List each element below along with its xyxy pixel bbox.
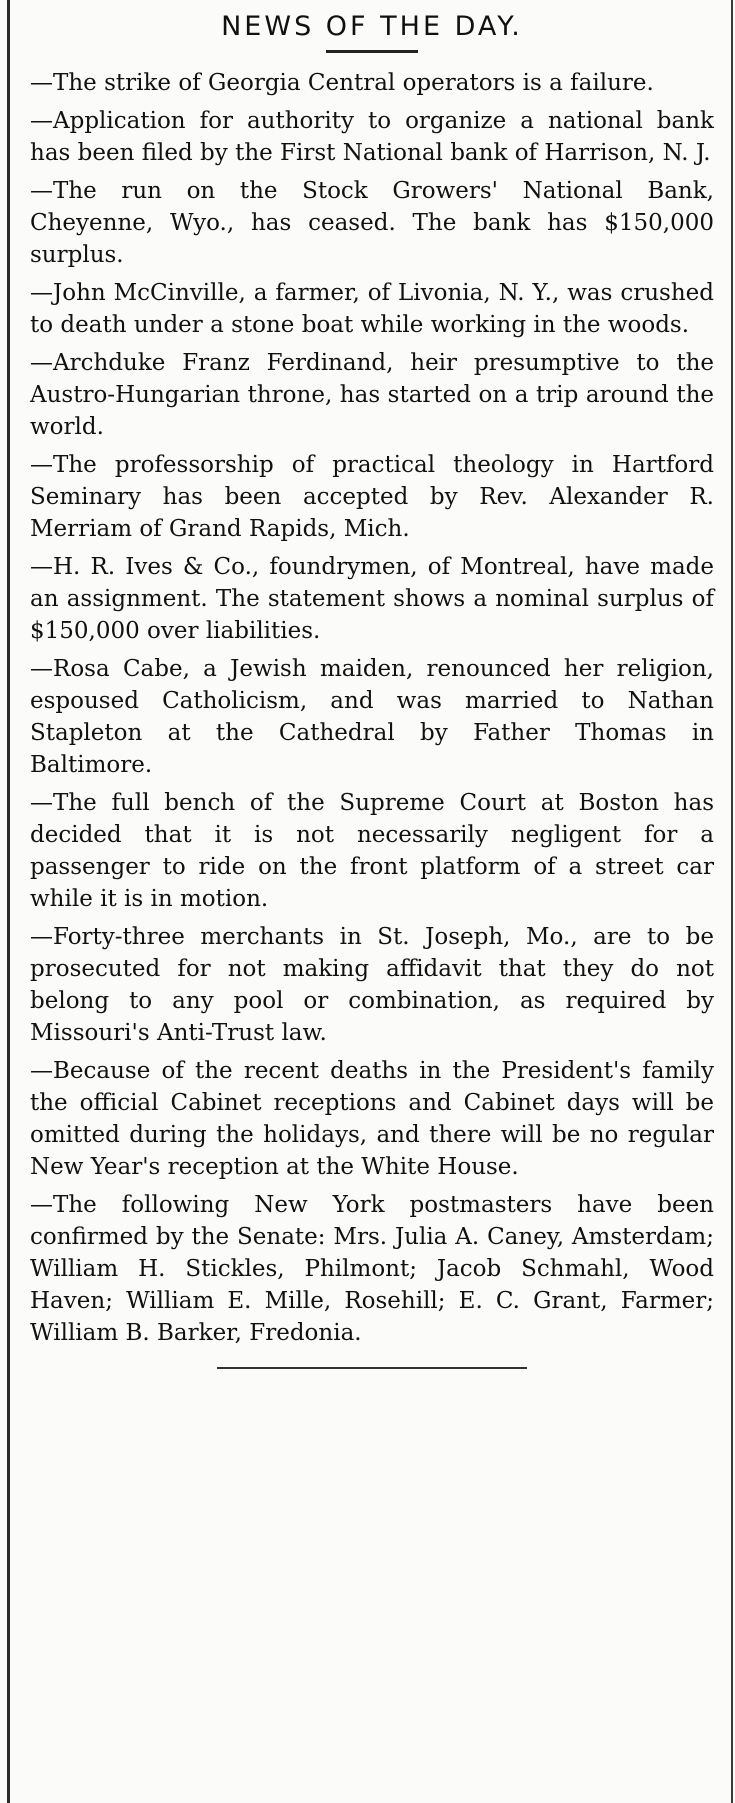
news-item: —Archduke Franz Ferdinand, heir presumptive to the Austro-Hungarian throne, has started on a trip around the world. (30, 350, 714, 440)
news-item: —Rosa Cabe, a Jewish maiden, renounced her religion, espoused Catholicism, and was married to Nathan Stapleton at the Cathedral by Father Thomas in Baltimore. (30, 656, 714, 778)
news-item: —Application for authority to organize a national bank has been filed by the First National bank of Harrison, N. J. (30, 108, 714, 166)
news-item: —H. R. Ives & Co., foundrymen, of Montreal, have made an assignment. The statement shows a nominal surplus of $150,000 over liabilities. (30, 554, 714, 644)
headline: NEWS OF THE DAY. (221, 11, 523, 42)
news-item: —The run on the Stock Growers' National Bank, Cheyenne, Wyo., has ceased. The bank has $150,000 surplus. (30, 178, 714, 268)
column-rule-left (7, 0, 10, 1803)
news-item: —The full bench of the Supreme Court at Boston has decided that it is not necessarily negligent for a passenger to ride on the front platform of a street car while it is in motion. (30, 790, 714, 912)
news-item: —John McCinville, a farmer, of Livonia, N. Y., was crushed to death under a stone boat while working in the woods. (30, 280, 714, 338)
news-item: —The strike of Georgia Central operators is a failure. (30, 70, 654, 96)
column-rule-right (731, 0, 733, 1803)
headline-rule (326, 50, 418, 53)
footer-rule (217, 1367, 527, 1369)
news-item: —Forty-three merchants in St. Joseph, Mo., are to be prosecuted for not making affidavit that they do not belong to any pool or combination, as required by Missouri's Anti-Trust law. (30, 924, 714, 1046)
news-item: —Because of the recent deaths in the President's family the official Cabinet receptions and Cabinet days will be omitted during the holidays, and there will be no regular New Year's reception at the White House. (30, 1058, 714, 1180)
news-item: —The following New York postmasters have been confirmed by the Senate: Mrs. Julia A. Caney, Amsterdam; William H. Stickles, Philmont; Jacob Schmahl, Wood Haven; William E. Mille, Rosehill; E. C. Grant, Farmer; William B. Barker, Fredonia. (30, 1192, 714, 1346)
news-item: —The professorship of practical theology in Hartford Seminary has been accepted by Rev. Alexander R. Merriam of Grand Rapids, Mich. (30, 452, 714, 542)
news-column (30, 0, 714, 1369)
